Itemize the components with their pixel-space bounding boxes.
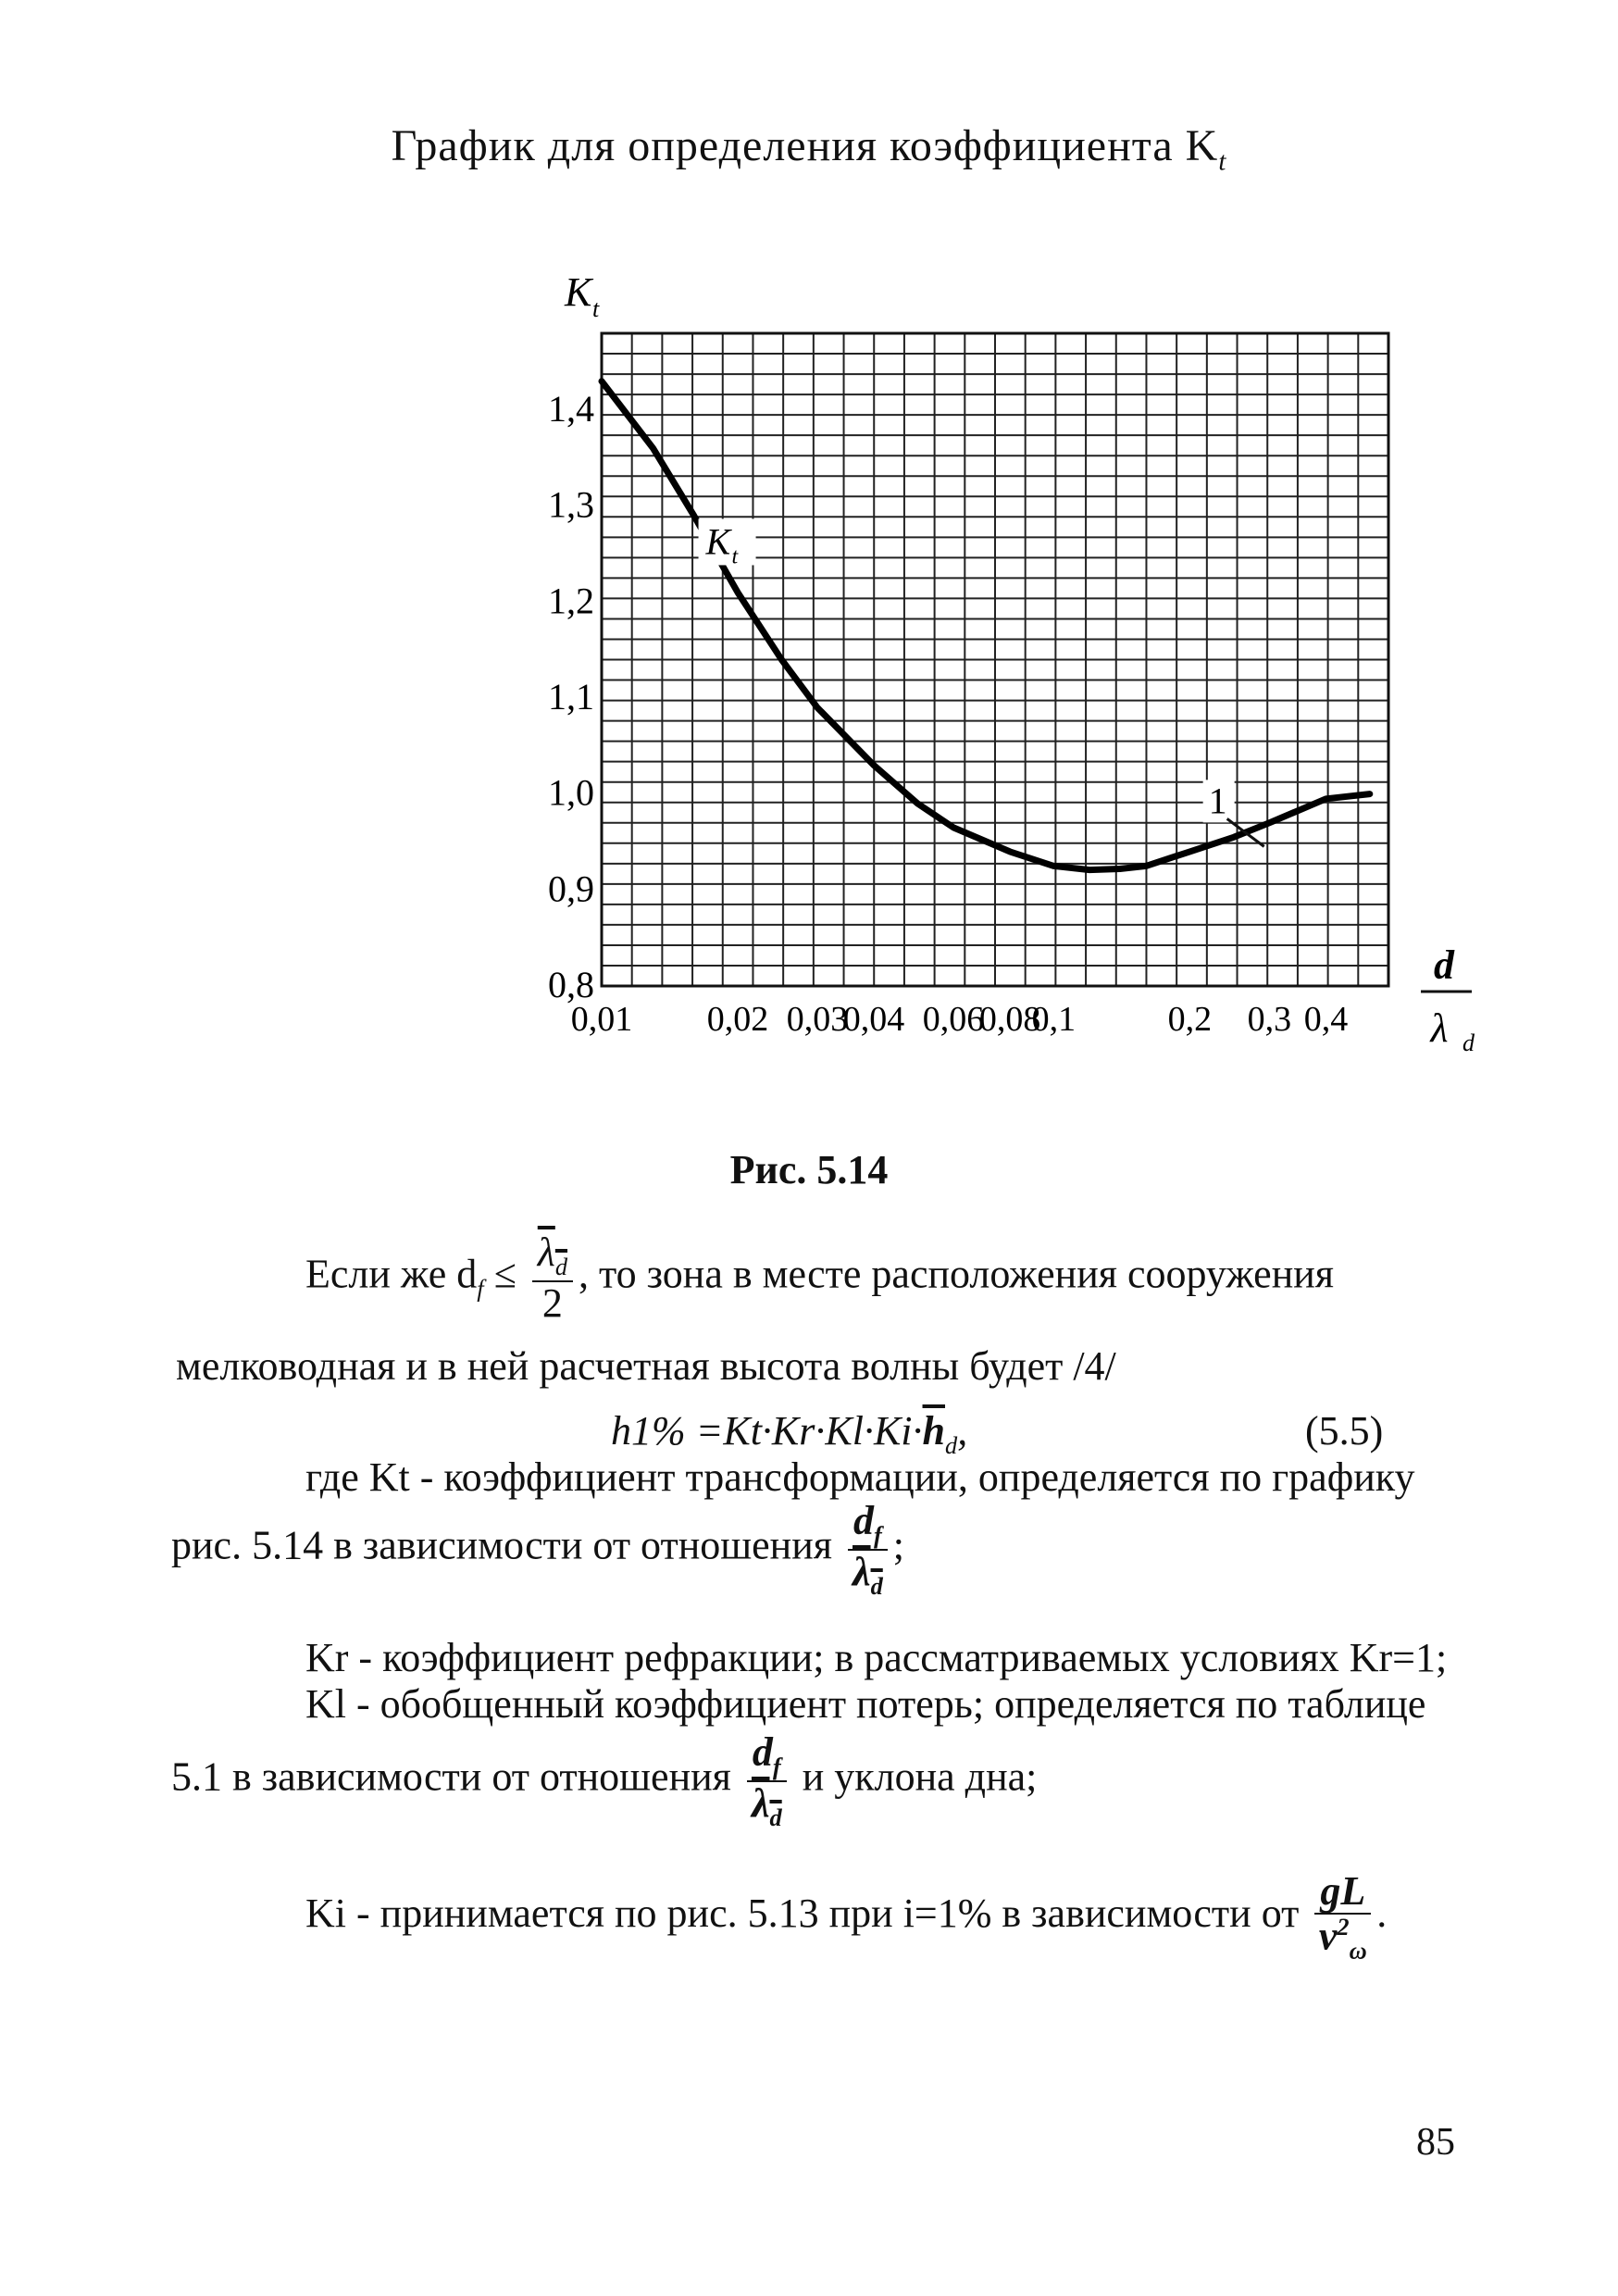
x-tick-label: 0,01 (570, 1000, 633, 1039)
x-axis-label-denominator-sub: d (1462, 1029, 1475, 1056)
kl-description: Kl - обобщенный коэффициент потерь; определяется по таблице (305, 1681, 1426, 1727)
fraction-lambda-over-2: $\frac{\lambda_d}{2}$ (532, 1231, 573, 1325)
y-tick-label: 1,0 (548, 771, 594, 814)
kt-chart (518, 278, 1500, 1111)
kt-description: где Kt - коэффициент трансформации, определяется по графику (305, 1454, 1415, 1500)
fraction-gl-over-v2: $\frac{gL}{v^2_\omega}$ (1314, 1870, 1371, 1964)
kt-description-line2: рис. 5.14 в зависимости от отношения $\frac{d_f}{\lambda_d}$ ; (171, 1498, 905, 1600)
x-axis-label-numerator: d (1434, 942, 1454, 988)
ki-description: Ki - принимается по рис. 5.13 при i=1% в зависимости от $\frac{gL}{v^2_\omega}$ . (305, 1868, 1388, 1965)
x-tick-label: 0,04 (842, 1000, 905, 1039)
x-tick-label: 0,3 (1247, 1000, 1292, 1039)
x-tick-label: 0,02 (706, 1000, 769, 1039)
y-tick-label: 0,8 (548, 964, 594, 1005)
page-title: График для определения коэффициента $K_t$ (391, 121, 1227, 177)
x-tick-label: 0,03 (786, 1000, 849, 1039)
y-tick-label: 0,9 (548, 867, 594, 910)
annotation-kt-label: K (705, 520, 731, 563)
y-tick-label: 1,2 (548, 580, 594, 622)
formula-5-5: $h1\% =Kt\cdot Kr\cdot Kl\cdot Ki\cdot\overline{h}_d$, (611, 1408, 968, 1459)
y-tick-label: 1,4 (548, 387, 594, 430)
annotation-kt-label-sub: t (731, 544, 739, 569)
y-tick-label: 1,1 (548, 675, 594, 718)
x-tick-label: 0,4 (1303, 1000, 1349, 1039)
x-tick-label: 0,2 (1167, 1000, 1213, 1039)
page-number: 85 (1416, 2121, 1455, 2164)
figure-caption: Рис. 5.14 (729, 1147, 889, 1192)
formula-number: (5.5) (1305, 1408, 1384, 1454)
x-axis-label-denominator: λ (1430, 1005, 1449, 1051)
y-axis-label-sub: t (592, 295, 600, 322)
x-tick-label: 0,06 (922, 1000, 985, 1039)
y-axis-label: K (565, 278, 592, 315)
paragraph-line2: мелководная и в ней расчетная высота волны будет /4/ (176, 1343, 1116, 1389)
x-tick-label: 0,08 (978, 1000, 1041, 1039)
paragraph-shallow-condition: Если же $d_f$ ≤ $\frac{\lambda_d}{2}$ , то зона в месте расположения сооружения (305, 1229, 1335, 1326)
y-tick-label: 1,3 (548, 483, 594, 526)
fraction-df-over-lambda-2: $\frac{d_f}{\lambda_d}$ (747, 1731, 787, 1830)
kl-description-line2: 5.1 в зависимости от отношения $\frac{d_f}{\lambda_d}$ и уклона дна; (171, 1729, 1038, 1831)
series-line-kt (602, 381, 1370, 870)
x-tick-label: 0,1 (1031, 1000, 1077, 1039)
kr-description: Kr - коэффициент рефракции; в рассматриваемых условиях Kr=1; (305, 1635, 1448, 1680)
fraction-df-over-lambda: $\frac{d_f}{\lambda_d}$ (848, 1500, 888, 1599)
annotation-1-label: 1 (1208, 780, 1227, 822)
